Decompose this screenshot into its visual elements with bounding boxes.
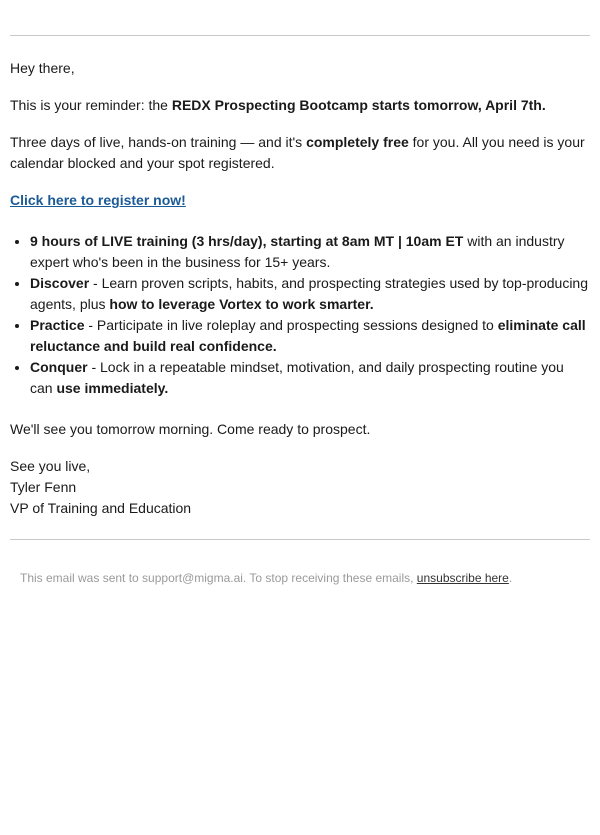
bullet-text: - Lock in a repeatable mindset, motivation, and daily prospecting routine you can	[30, 359, 564, 396]
bullet-bold: Discover	[30, 275, 90, 291]
bullet-bold-tail: how to leverage Vortex to work smarter.	[109, 296, 374, 312]
bullet-bold: Practice	[30, 317, 85, 333]
benefits-list	[10, 231, 590, 399]
cta-paragraph	[10, 190, 590, 211]
top-divider	[10, 35, 590, 36]
signoff-line: See you live,	[10, 458, 91, 474]
email-body	[10, 35, 590, 586]
list-item	[30, 315, 590, 357]
bullet-bold: 9 hours of LIVE training (3 hrs/day), starting at 8am MT | 10am ET	[30, 233, 464, 249]
footer-notice	[10, 570, 590, 586]
reminder-lead: This is your reminder: the	[10, 97, 172, 113]
bullet-text: - Learn proven scripts, habits, and prospecting strategies used by top-producing agents, plus	[30, 275, 588, 312]
list-item	[30, 273, 590, 315]
bullet-bold: Conquer	[30, 359, 88, 375]
intro-lead: Three days of live, hands-on training — and it's	[10, 134, 307, 150]
closing-line: We'll see you tomorrow morning. Come ready to prospect.	[10, 421, 371, 437]
bullet-text: - Participate in live roleplay and prospecting sessions designed to	[84, 317, 498, 333]
signoff-block	[10, 456, 590, 519]
register-link[interactable]: Click here to register now!	[10, 192, 186, 208]
footer-text: This email was sent to support@migma.ai. To stop receiving these emails,	[20, 571, 417, 585]
reminder-bold: REDX Prospecting Bootcamp starts tomorrow, April 7th.	[171, 97, 546, 113]
bullet-bold-tail: use immediately.	[56, 380, 169, 396]
greeting: Hey there,	[10, 60, 75, 76]
unsubscribe-link[interactable]: unsubscribe here	[416, 571, 509, 585]
list-item	[30, 357, 590, 399]
intro-paragraph	[10, 132, 590, 174]
bullet-text: with an industry expert who's been in the business for 15+ years.	[30, 233, 565, 270]
bullet-bold-tail: eliminate call reluctance and build real confidence.	[30, 317, 586, 354]
sender-name: Tyler Fenn	[10, 479, 77, 495]
list-item	[30, 231, 590, 273]
sender-title: VP of Training and Education	[10, 500, 192, 516]
reminder-paragraph	[10, 95, 590, 116]
bottom-divider	[10, 539, 590, 540]
intro-bold: completely free	[306, 134, 409, 150]
intro-tail: for you. All you need is your calendar blocked and your spot registered.	[10, 134, 585, 171]
footer-period: .	[508, 571, 513, 585]
